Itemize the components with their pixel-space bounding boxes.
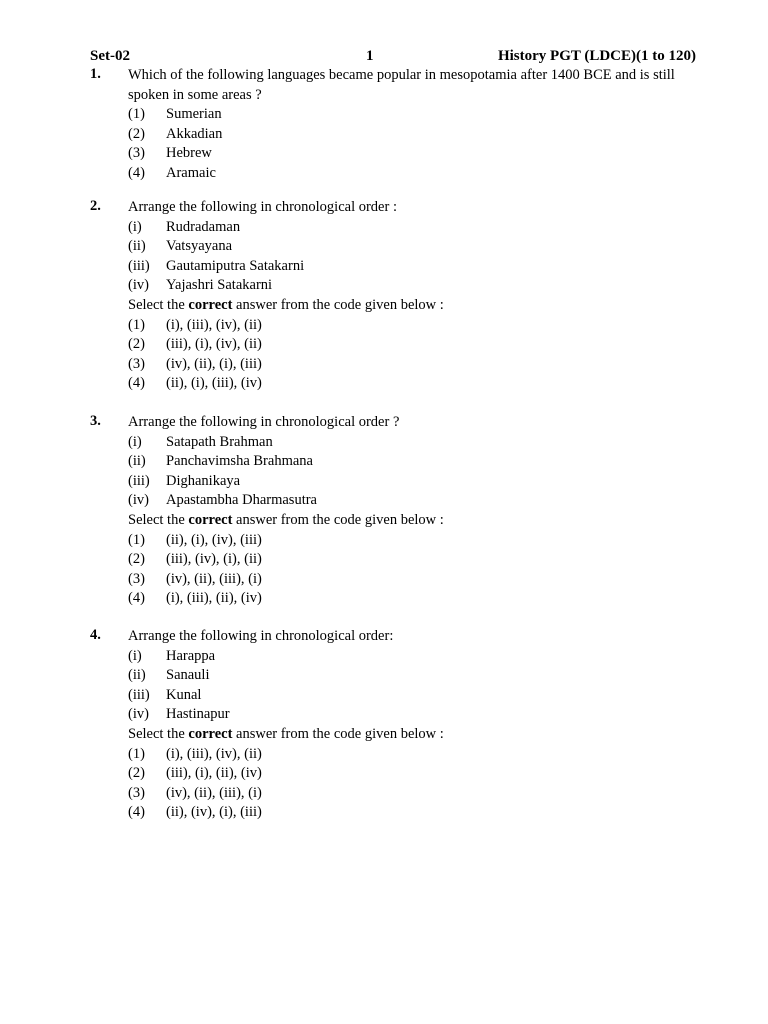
question-1: [90, 66, 700, 184]
item: [128, 491, 700, 511]
select-emphasis: correct: [188, 511, 233, 528]
option: [128, 125, 700, 145]
option-text: Akkadian: [166, 125, 223, 142]
option: [128, 803, 700, 823]
question-2: [90, 198, 700, 394]
subject-title: History PGT (LDCE)(1 to 120): [497, 48, 696, 64]
question-number: 2.: [90, 198, 101, 214]
item-label: (iv): [128, 492, 149, 509]
select-suffix: answer from the code given below :: [232, 511, 444, 528]
option-text: (iii), (i), (iv), (ii): [166, 336, 262, 353]
option-label: (2): [128, 336, 145, 353]
item-label: (iii): [128, 257, 150, 274]
set-code: Set-02: [90, 48, 130, 64]
option-text: (i), (iii), (iv), (ii): [166, 316, 262, 333]
option: [128, 335, 700, 355]
item-label: (iii): [128, 686, 150, 703]
item: [128, 472, 700, 492]
page-header: [90, 48, 696, 68]
question-number: 4.: [90, 627, 101, 643]
question-3: [90, 413, 700, 609]
option-text: Sumerian: [166, 106, 222, 123]
select-prefix: Select the: [128, 511, 189, 528]
item-text: Hastinapur: [166, 706, 230, 723]
option-label: (2): [128, 765, 145, 782]
item: [128, 218, 700, 238]
question-number: 1.: [90, 66, 101, 82]
select-instruction: [128, 296, 700, 316]
select-emphasis: correct: [188, 725, 233, 742]
option: [128, 570, 700, 590]
select-suffix: answer from the code given below :: [232, 725, 444, 742]
option-label: (2): [128, 125, 145, 142]
select-prefix: Select the: [128, 296, 189, 313]
item-text: Harappa: [166, 647, 216, 664]
item-text: Gautamiputra Satakarni: [166, 257, 305, 274]
item: [128, 705, 700, 725]
option: [128, 745, 700, 765]
option-text: (iv), (ii), (i), (iii): [166, 355, 262, 372]
option-text: (ii), (i), (iii), (iv): [166, 375, 262, 392]
item-label: (i): [128, 218, 142, 235]
option: [128, 550, 700, 570]
select-instruction: [128, 511, 700, 531]
item: [128, 433, 700, 453]
question-text: Arrange the following in chronological order :: [128, 199, 397, 215]
option-label: (1): [128, 745, 145, 762]
item: [128, 276, 700, 296]
option-text: (iv), (ii), (iii), (i): [166, 784, 262, 801]
option-text: (ii), (i), (iv), (iii): [166, 531, 262, 548]
select-instruction: [128, 725, 700, 745]
item-text: Satapath Brahman: [166, 433, 273, 450]
option: [128, 589, 700, 609]
option: [128, 374, 700, 394]
item-label: (iv): [128, 277, 149, 294]
item: [128, 686, 700, 706]
option-label: (1): [128, 316, 145, 333]
item-label: (ii): [128, 453, 146, 470]
item-text: Apastambha Dharmasutra: [166, 492, 317, 509]
option-label: (4): [128, 804, 145, 821]
option-text: (ii), (iv), (i), (iii): [166, 804, 262, 821]
option-label: (2): [128, 551, 145, 568]
question-text: Arrange the following in chronological order ?: [128, 414, 400, 430]
option-label: (1): [128, 106, 145, 123]
option-text: (iv), (ii), (iii), (i): [166, 570, 262, 587]
select-emphasis: correct: [188, 296, 233, 313]
option-text: (i), (iii), (iv), (ii): [166, 745, 262, 762]
item-text: Kunal: [166, 686, 202, 703]
option-text: (iii), (iv), (i), (ii): [166, 551, 262, 568]
item-text: Vatsyayana: [166, 238, 233, 255]
item: [128, 237, 700, 257]
option: [128, 316, 700, 336]
option-text: Aramaic: [166, 164, 216, 181]
option: [128, 144, 700, 164]
item-label: (iii): [128, 472, 150, 489]
item: [128, 666, 700, 686]
item-text: Rudradaman: [166, 218, 241, 235]
item: [128, 647, 700, 667]
item: [128, 257, 700, 277]
item-text: Panchavimsha Brahmana: [166, 453, 313, 470]
page-number: 1: [366, 48, 374, 64]
option-text: (iii), (i), (ii), (iv): [166, 765, 262, 782]
option-label: (4): [128, 590, 145, 607]
option: [128, 164, 700, 184]
item-text: Sanauli: [166, 667, 210, 684]
option-label: (4): [128, 164, 145, 181]
option-text: (i), (iii), (ii), (iv): [166, 590, 262, 607]
question-text: Arrange the following in chronological order:: [128, 628, 394, 644]
option: [128, 764, 700, 784]
option: [128, 784, 700, 804]
item-label: (iv): [128, 706, 149, 723]
option: [128, 105, 700, 125]
item-text: Yajashri Satakarni: [166, 277, 273, 294]
option-label: (3): [128, 355, 145, 372]
item-label: (i): [128, 433, 142, 450]
option: [128, 531, 700, 551]
option-label: (1): [128, 531, 145, 548]
option-label: (3): [128, 784, 145, 801]
option-label: (3): [128, 145, 145, 162]
question-4: [90, 627, 700, 823]
select-suffix: answer from the code given below :: [232, 296, 444, 313]
item-label: (i): [128, 647, 142, 664]
option: [128, 355, 700, 375]
item-text: Dighanikaya: [166, 472, 241, 489]
question-number: 3.: [90, 413, 101, 429]
question-text: Which of the following languages became popular in mesopotamia after 1400 BCE and is still spoken in some areas ?: [128, 67, 675, 103]
select-prefix: Select the: [128, 725, 189, 742]
option-label: (4): [128, 375, 145, 392]
item-label: (ii): [128, 238, 146, 255]
option-label: (3): [128, 570, 145, 587]
item: [128, 452, 700, 472]
item-label: (ii): [128, 667, 146, 684]
option-text: Hebrew: [166, 145, 212, 162]
